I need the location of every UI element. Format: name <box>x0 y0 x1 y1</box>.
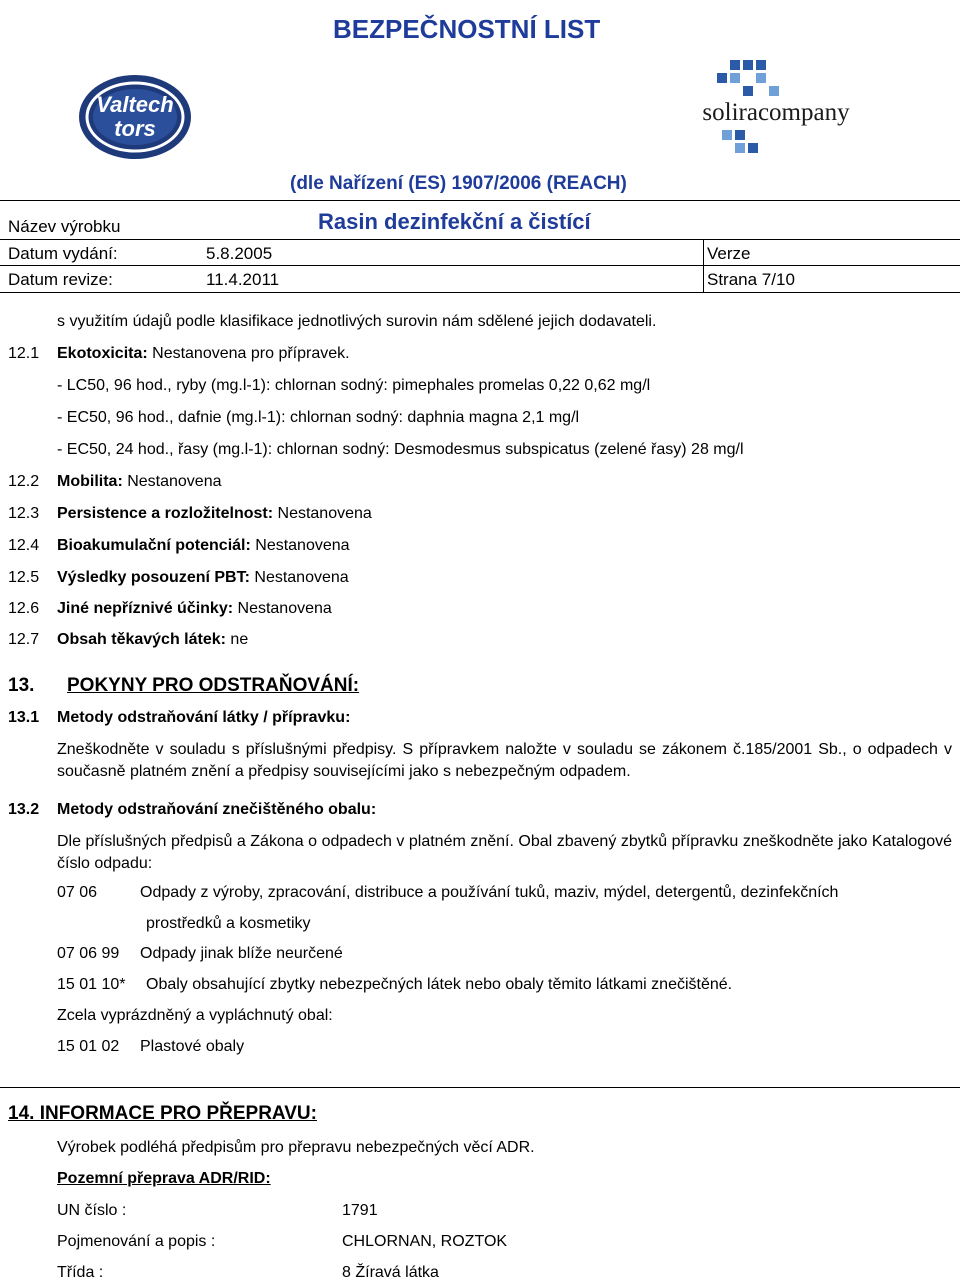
transport-value: CHLORNAN, ROZTOK <box>342 1233 508 1250</box>
waste-desc: Plastové obaly <box>140 1038 245 1055</box>
transport-label: Pojmenování a popis : <box>57 1233 216 1250</box>
page-label: Strana 7/10 <box>707 270 795 289</box>
section-value: Nestanovena <box>273 505 372 522</box>
valtech-logo <box>75 70 195 165</box>
document-subtitle: (dle Nařízení (ES) 1907/2006 (REACH) <box>290 173 627 194</box>
waste-code: 07 06 <box>57 884 98 901</box>
transport-intro: Výrobek podléhá předpisům pro přepravu nebezpečných věcí ADR. <box>57 1139 535 1156</box>
solira-logo-text: soliracompany <box>702 99 850 126</box>
disposal-method-title: Metody odstraňování látky / přípravku: <box>57 709 351 726</box>
section-number: 12.3 <box>8 505 40 522</box>
product-label: Název výrobku <box>8 217 121 236</box>
transport-label: Třída : <box>57 1264 104 1281</box>
section-13-number: 13. <box>8 675 35 696</box>
valtech-logo-line1: Valtech <box>96 92 174 117</box>
section-line <box>57 631 248 649</box>
issue-date: 5.8.2005 <box>206 244 273 263</box>
empty-packaging-label: Zcela vyprázdněný a vypláchnutý obal: <box>57 1007 333 1024</box>
ecotox-item: - EC50, 96 hod., dafnie (mg.l-1): chlornan sodný: daphnia magna 2,1 mg/l <box>57 409 580 426</box>
waste-desc: Obaly obsahující zbytky nebezpečných látek nebo obaly těmito látkami znečištěné. <box>146 976 733 993</box>
transport-label: UN číslo : <box>57 1202 127 1219</box>
revision-date: 11.4.2011 <box>206 270 280 289</box>
section-line <box>57 505 372 523</box>
issue-label: Datum vydání: <box>8 244 118 263</box>
section-number: 12.2 <box>8 473 40 490</box>
document-title: BEZPEČNOSTNÍ LIST <box>333 14 601 44</box>
ecotox-item: - LC50, 96 hod., ryby (mg.l-1): chlornan sodný: pimephales promelas 0,22 0,62 mg/l <box>57 377 651 394</box>
waste-desc: prostředků a kosmetiky <box>146 915 311 932</box>
section-label: Bioakumulační potenciál: <box>57 537 251 554</box>
section-value: Nestanovena <box>249 569 349 586</box>
transport-value: 1791 <box>342 1202 378 1219</box>
waste-code: 15 01 02 <box>57 1038 120 1055</box>
section-label: Jiné nepříznivé účinky: <box>57 600 234 617</box>
section-value: Nestanovena <box>122 473 222 490</box>
disposal-method-text: Zneškodněte v souladu s příslušnými předpisy. S přípravkem naložte v souladu se zákonem č.185/2001 Sb., o odpadech v současně platném znění a předpisy souvisejícími jako s nebezpečným odpadem. <box>57 741 952 780</box>
section-value: Nestanovena <box>250 537 350 554</box>
section-number: 12.5 <box>8 569 40 586</box>
section-label: Persistence a rozložitelnost: <box>57 505 274 522</box>
section-number: 12.4 <box>8 537 40 554</box>
road-transport-title: Pozemní přeprava ADR/RID: <box>57 1170 271 1187</box>
revision-label: Datum revize: <box>8 270 113 289</box>
section-number: 12.6 <box>8 600 40 617</box>
section-line <box>57 473 222 491</box>
ecotox-line <box>57 345 350 363</box>
packaging-method-text: Dle příslušných předpisů a Zákona o odpadech v platném znění. Obal zbavený zbytků přípravku zneškodněte jako Katalogové číslo odpadu: <box>57 833 952 872</box>
ecotox-item: - EC50, 24 hod., řasy (mg.l-1): chlornan sodný: Desmodesmus subspicatus (zelené řasy) 28 mg/l <box>57 441 744 458</box>
section-value: ne <box>225 631 249 648</box>
section-label: Výsledky posouzení PBT: <box>57 569 250 586</box>
section-13-title: POKYNY PRO ODSTRAŇOVÁNÍ: <box>67 675 360 696</box>
waste-desc: Odpady jinak blíže neurčené <box>140 945 343 962</box>
section-number: 12.1 <box>8 345 40 362</box>
waste-desc: Odpady z výroby, zpracování, distribuce a používání tuků, maziv, mýdel, detergentů, dezinfekčních <box>140 884 839 901</box>
solira-logo <box>702 58 850 158</box>
section-label: Mobilita: <box>57 473 123 490</box>
ecotox-value: Nestanovena pro přípravek. <box>147 345 350 362</box>
section-number: 12.7 <box>8 631 40 648</box>
ecotox-label: Ekotoxicita: <box>57 345 148 362</box>
section-14-title: 14. INFORMACE PRO PŘEPRAVU: <box>8 1103 317 1124</box>
section-number: 13.2 <box>8 801 40 818</box>
section-line <box>57 537 350 555</box>
section-line <box>57 569 349 587</box>
transport-value: 8 Žíravá látka <box>342 1264 439 1281</box>
section-line <box>57 600 332 618</box>
intro-line: s využitím údajů podle klasifikace jednotlivých surovin nám sdělené jejich dodavateli. <box>57 313 657 330</box>
packaging-method-title: Metody odstraňování znečištěného obalu: <box>57 801 377 818</box>
section-number: 13.1 <box>8 709 40 726</box>
waste-code: 15 01 10* <box>57 976 126 993</box>
section-label: Obsah těkavých látek: <box>57 631 226 648</box>
product-name: Rasin dezinfekční a čistící <box>318 209 591 234</box>
section-value: Nestanovena <box>233 600 332 617</box>
valtech-logo-line2: tors <box>114 116 156 141</box>
version-label: Verze <box>707 244 751 263</box>
waste-code: 07 06 99 <box>57 945 120 962</box>
